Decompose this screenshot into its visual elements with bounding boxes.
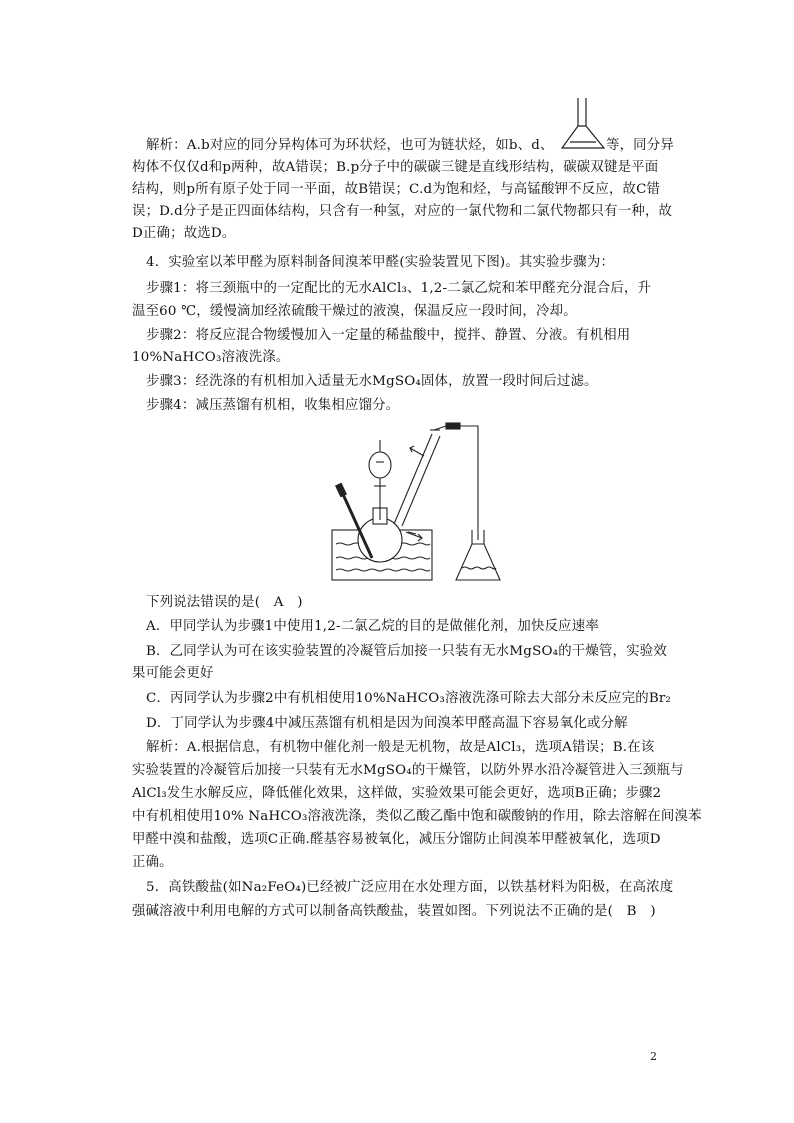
text-line-1-tail: 等，同分异 <box>606 138 674 153</box>
page-number: 2 <box>650 1050 657 1063</box>
text-line-1: 解析：A.b对应的同分异构体可为环状烃，也可为链状烃，如b、d、 <box>146 138 554 153</box>
option-c: C．丙同学认为步骤2中有机相使用10%NaHCO₃溶液洗涤可除去大部分未反应完的Br₂ <box>146 691 672 706</box>
step-1-line-2: 温至60 ℃，缓慢滴加经浓硫酸干燥过的液溴，保温反应一段时间，冷却。 <box>132 304 577 319</box>
option-b-line-1: B．乙同学认为可在该实验装置的冷凝管后加接一只装有无水MgSO₄的干燥管，实验效 <box>146 644 667 659</box>
step-3: 步骤3：经洗涤的有机相加入适量无水MgSO₄固体，放置一段时间后过滤。 <box>146 374 598 389</box>
step-4: 步骤4：减压蒸馏有机相，收集相应馏分。 <box>146 398 400 413</box>
apparatus-figure <box>328 420 508 586</box>
option-d: D．丁同学认为步骤4中减压蒸馏有机相是因为间溴苯甲醛高温下容易氧化或分解 <box>146 716 628 731</box>
question-5-line-1: 5．高铁酸盐(如Na₂FeO₄)已经被广泛应用在水处理方面，以铁基材料为阳极，在高浓度 <box>146 880 674 895</box>
step-2-line-2: 10%NaHCO₃溶液洗涤。 <box>132 350 290 365</box>
analysis-line-6: 正确。 <box>132 855 173 870</box>
text-line-2: 构体不仅仅d和p两种，故A错误；B.p分子中的碳碳三键是直线形结构，碳碳双键是平面 <box>132 160 659 175</box>
text-line-4: 误；D.d分子是正四面体结构，只含有一种氢，对应的一氯代物和二氯代物都只有一种，故 <box>132 204 673 219</box>
analysis-line-3: AlCl₃发生水解反应，降低催化效果，这样做，实验效果可能会更好，选项B正确；步骤2 <box>132 786 662 801</box>
option-a: A．甲同学认为步骤1中使用1,2-二氯乙烷的目的是做催化剂，加快反应速率 <box>146 619 599 634</box>
analysis-line-4: 中有机相使用10% NaHCO₃溶液洗涤，类似乙酸乙酯中饱和碳酸钠的作用，除去溶解在间溴苯 <box>132 809 702 824</box>
step-1-line-1: 步骤1：将三颈瓶中的一定配比的无水AlCl₃、1,2-二氯乙烷和苯甲醛充分混合后，升 <box>146 281 652 296</box>
analysis-line-5: 甲醛中溴和盐酸，选项C正确.醛基容易被氧化，减压分馏防止间溴苯甲醛被氧化，选项D <box>132 832 661 847</box>
option-b-line-2: 果可能会更好 <box>132 666 214 681</box>
question-prompt: 下列说法错误的是( A ) <box>146 595 303 610</box>
text-line-5: D正确；故选D。 <box>132 226 236 241</box>
question-5-line-2: 强碱溶液中利用电解的方式可以制备高铁酸盐，装置如图。下列说法不正确的是( B ) <box>132 904 656 919</box>
step-2-line-1: 步骤2：将反应混合物缓慢加入一定量的稀盐酸中，搅拌、静置、分液。有机相用 <box>146 328 631 343</box>
structure-drawing <box>560 96 606 156</box>
question-4-title: 4．实验室以苯甲醛为原料制备间溴苯甲醛(实验装置见下图)。其实验步骤为： <box>146 255 615 270</box>
analysis-line-2: 实验装置的冷凝管后加接一只装有无水MgSO₄的干燥管，以防外界水沿冷凝管进入三颈瓶与 <box>132 763 684 778</box>
text-line-3: 结构，则p所有原子处于同一平面，故B错误；C.d为饱和烃，与高锰酸钾不反应，故C错 <box>132 182 661 197</box>
analysis-line-1: 解析：A.根据信息，有机物中催化剂一般是无机物，故是AlCl₃，选项A错误；B.在该 <box>146 740 655 755</box>
